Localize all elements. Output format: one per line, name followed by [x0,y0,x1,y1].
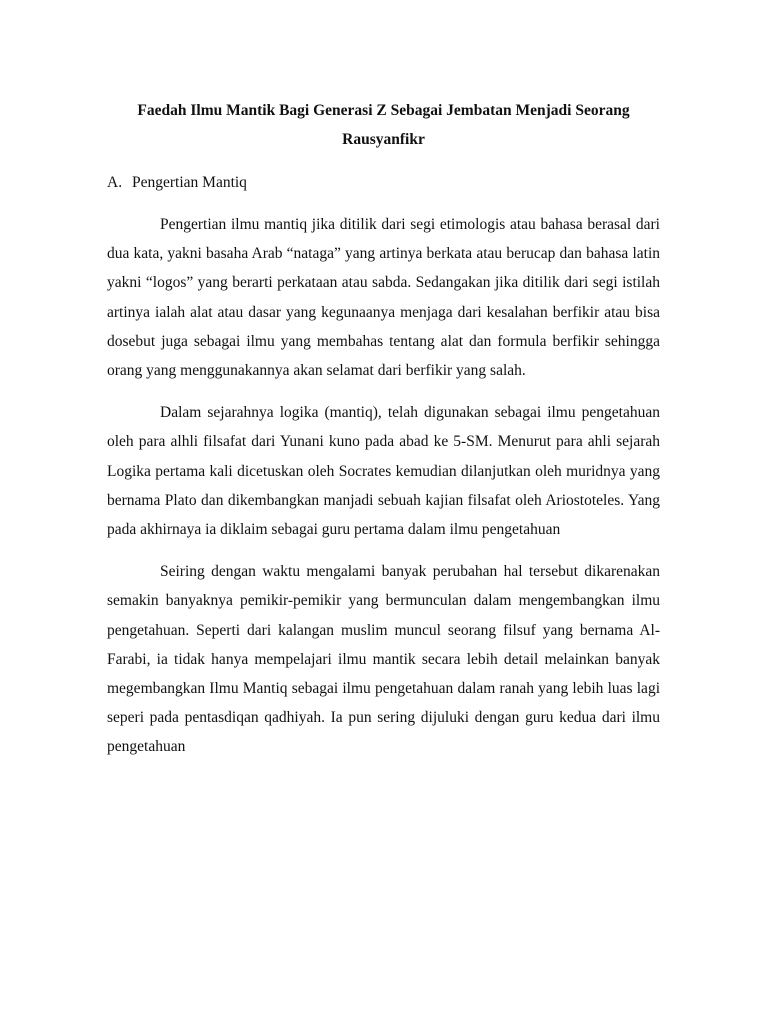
paragraph-3: Seiring dengan waktu mengalami banyak perubahan hal tersebut dikarenakan semakin banyaknya pemikir-pemikir yang bermunculan dalam mengembangkan ilmu pengetahuan. Seperti dari kalangan muslim muncul seorang filsuf yang bernama Al-Farabi, ia tidak hanya mempelajari ilmu mantik secara lebih detail melainkan banyak megembangkan Ilmu Mantiq sebagai ilmu pengetahuan dalam ranah yang lebih luas lagi seperi pada pentasdiqan qadhiyah. Ia pun sering dijuluki dengan guru kedua dari ilmu pengetahuan [107,563,660,756]
section-heading-text: Pengertian Mantiq [132,174,247,191]
paragraph-2: Dalam sejarahnya logika (mantiq), telah digunakan sebagai ilmu pengetahuan oleh para alhli filsafat dari Yunani kuno pada abad ke 5-SM. Menurut para ahli sejarah Logika pertama kali dicetuskan oleh Socrates kemudian dilanjutkan oleh muridnya yang bernama Plato dan dikembangkan manjadi sebuah kajian filsafat oleh Ariostoteles. Yang pada akhirnaya ia diklaim sebagai guru pertama dalam ilmu pengetahuan [107,404,660,539]
document-page [107,96,660,762]
document-title: Faedah Ilmu Mantik Bagi Generasi Z Sebagai Jembatan Menjadi Seorang Rausyanfikr [137,102,630,148]
paragraph-1: Pengertian ilmu mantiq jika ditilik dari segi etimologis atau bahasa berasal dari dua kata, yakni basaha Arab “nataga” yang artinya berkata atau berucap dan bahasa latin yakni “logos” yang berarti perkataan atau sabda. Sedangakan jika ditilik dari segi istilah artinya ialah alat atau dasar yang kegunaanya menjaga dari kesalahan berfikir atau bisa dosebut juga sebagai ilmu yang membahas tentang alat dan formula berfikir sehingga orang yang menggunakannya akan selamat dari berfikir yang salah. [107,216,660,380]
section-heading [107,168,660,197]
section-letter: A. [107,174,123,191]
